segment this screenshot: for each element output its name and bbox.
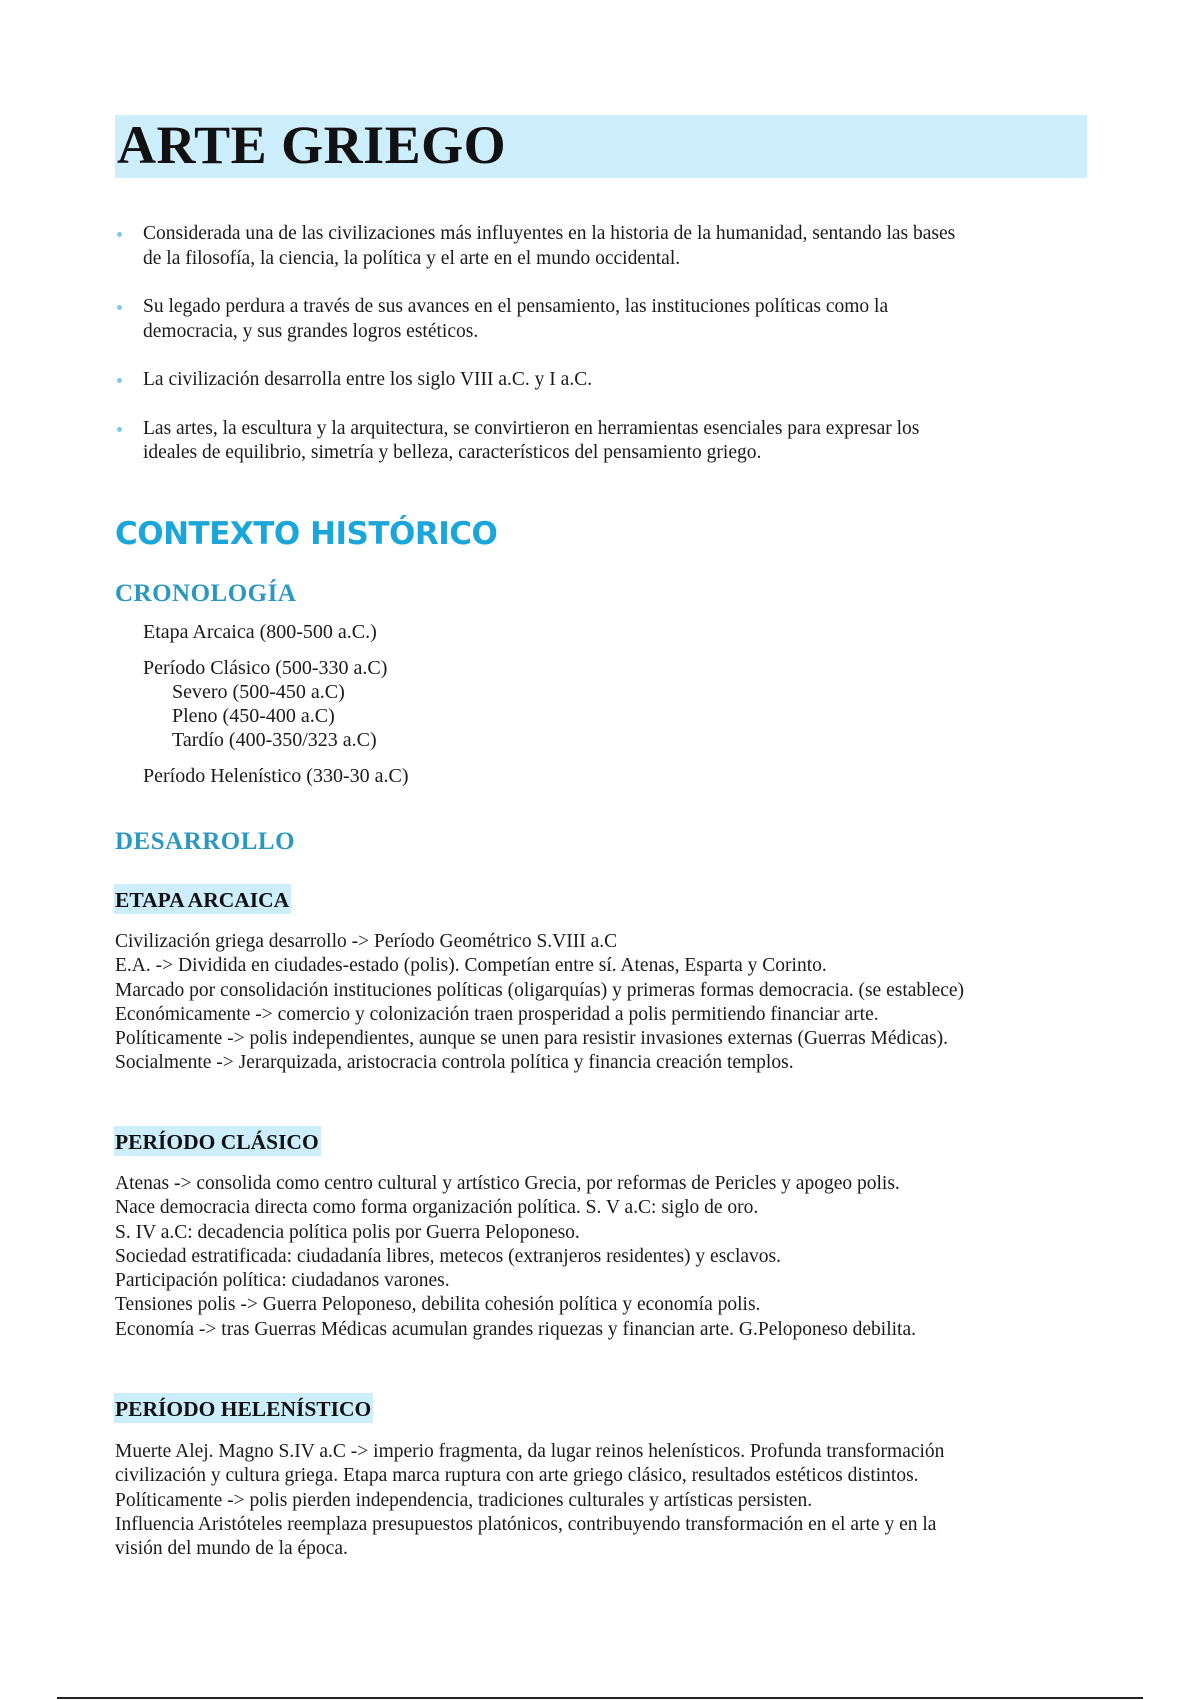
text-line: Socialmente -> Jerarquizada, aristocracia controla política y financia creación templos. [115,1052,794,1074]
cronologia-list [143,620,409,788]
desarrollo-heading: DESARROLLO [115,828,296,855]
bullet-item [117,417,1077,466]
footer-divider [57,1697,1143,1699]
bullet-item [117,295,1077,344]
crono-subitem-tardio: Tardío (400-350/323 a.C) [172,729,377,751]
intro-bullet-list [117,222,1077,490]
text-line: Nace democracia directa como forma organización política. S. V a.C: siglo de oro. [115,1197,759,1219]
bullet-line: Las artes, la escultura y la arquitectura, se convirtieron en herramientas esenciales para expresar los [143,417,920,439]
bullet-item [117,222,1077,271]
text-line: Políticamente -> polis pierden independencia, tradiciones culturales y artísticas persisten. [115,1489,813,1511]
helenistico-paragraph [115,1440,1100,1561]
crono-subitem-pleno: Pleno (450-400 a.C) [172,705,335,727]
text-line: Influencia Aristóteles reemplaza presupuestos platónicos, contribuyendo transformación en el arte y en la [115,1513,937,1535]
bullet-item [117,368,1077,393]
text-line: Civilización griega desarrollo -> Período Geométrico S.VIII a.C [115,931,618,952]
text-line: Políticamente -> polis independientes, aunque se unen para resistir invasiones externas (Guerras Médicas). [115,1028,948,1050]
bullet-line: La civilización desarrolla entre los siglo VIII a.C. y I a.C. [143,369,593,390]
text-line: Tensiones polis -> Guerra Peloponeso, debilita cohesión política y economía polis. [115,1294,761,1316]
bullet-line: democracia, y sus grandes logros estéticos. [143,320,479,342]
crono-item-helenistico: Período Helenístico (330-30 a.C) [143,765,409,787]
arcaica-paragraph [115,930,1100,1076]
section-label-clasico: PERÍODO CLÁSICO [114,1126,321,1156]
text-line: S. IV a.C: decadencia política polis por Guerra Peloponeso. [115,1221,580,1243]
cronologia-heading: CRONOLOGÍA [115,580,297,607]
text-line: Muerte Alej. Magno S.IV a.C -> imperio fragmenta, da lugar reinos helenísticos. Profunda transformación [115,1441,945,1462]
text-line: Atenas -> consolida como centro cultural y artístico Grecia, por reformas de Pericles y apogeo polis. [115,1173,900,1194]
bullet-line: de la filosofía, la ciencia, la política y el arte en el mundo occidental. [143,247,681,269]
text-line: Sociedad estratificada: ciudadanía libres, metecos (extranjeros residentes) y esclavos. [115,1245,781,1267]
text-line: civilización y cultura griega. Etapa marca ruptura con arte griego clásico, resultados estéticos distintos. [115,1465,919,1487]
clasico-paragraph [115,1172,1100,1342]
bullet-dot-icon [117,378,122,383]
contexto-heading: CONTEXTO HISTÓRICO [115,516,498,552]
bullet-dot-icon [117,232,122,237]
section-label-arcaica: ETAPA ARCAICA [114,884,291,914]
crono-item-clasico: Período Clásico (500-330 a.C) [143,657,388,679]
crono-item-arcaica: Etapa Arcaica (800-500 a.C.) [143,621,377,643]
crono-subitem-severo: Severo (500-450 a.C) [172,681,345,703]
text-line: Marcado por consolidación instituciones políticas (oligarquías) y primeras formas democracia. (se establece) [115,979,965,1001]
bullet-line: Considerada una de las civilizaciones más influyentes en la historia de la humanidad, sentando las bases [143,223,956,244]
text-line: Económicamente -> comercio y colonización traen prosperidad a polis permitiendo financiar arte. [115,1003,879,1025]
text-line: visión del mundo de la época. [115,1538,348,1560]
bullet-line: ideales de equilibrio, simetría y belleza, característicos del pensamiento griego. [143,442,762,463]
bullet-dot-icon [117,305,122,310]
bullet-line: Su legado perdura a través de sus avances en el pensamiento, las instituciones políticas como la [143,296,889,317]
page-title: ARTE GRIEGO [117,115,507,175]
text-line: E.A. -> Dividida en ciudades-estado (polis). Competían entre sí. Atenas, Esparta y Corinto. [115,955,827,977]
section-label-helenistico: PERÍODO HELENÍSTICO [114,1393,373,1423]
text-line: Economía -> tras Guerras Médicas acumulan grandes riquezas y financian arte. G.Peloponeso debilita. [115,1318,917,1340]
text-line: Participación política: ciudadanos varones. [115,1270,450,1292]
bullet-dot-icon [117,427,122,432]
